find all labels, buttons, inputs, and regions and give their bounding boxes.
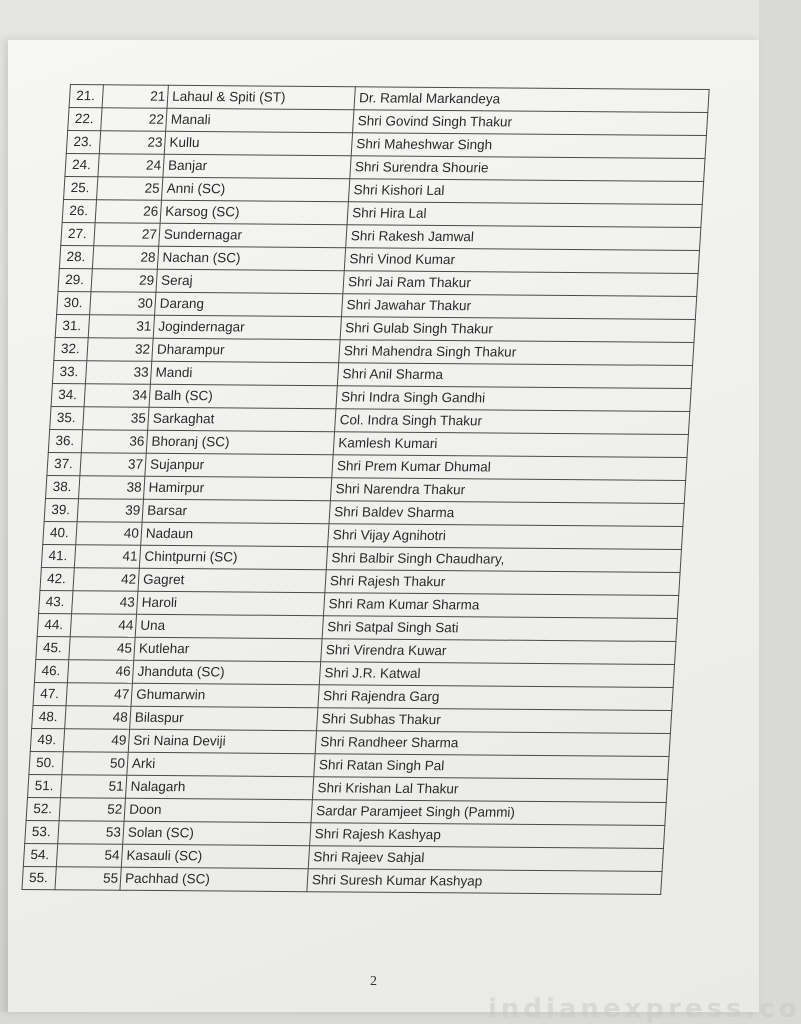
constituency-number-cell: 26 (95, 200, 161, 224)
candidate-name-cell: Shri J.R. Katwal (319, 662, 674, 688)
serial-number-cell: 54. (23, 843, 57, 866)
constituency-number-cell: 30 (90, 292, 156, 316)
candidate-name-cell: Shri Vijay Agnihotri (328, 524, 683, 550)
serial-number-cell: 44. (37, 613, 71, 636)
constituency-number-cell: 37 (80, 453, 146, 477)
candidate-name-cell: Shri Vinod Kumar (344, 248, 699, 274)
constituency-name-cell: Banjar (163, 154, 351, 178)
candidate-name-cell: Shri Subhas Thakur (317, 708, 672, 734)
candidate-name-cell: Shri Satpal Singh Sati (322, 616, 677, 642)
serial-number-cell: 21. (69, 85, 103, 108)
constituency-number-cell: 34 (84, 384, 150, 408)
constituency-name-cell: Lahaul & Spiti (ST) (167, 85, 355, 109)
candidate-name-cell: Shri Hira Lal (347, 202, 702, 228)
serial-number-cell: 52. (26, 797, 60, 820)
constituency-number-cell: 22 (101, 108, 167, 132)
serial-number-cell: 45. (36, 636, 70, 659)
serial-number-cell: 53. (25, 820, 59, 843)
candidate-name-cell: Shri Jawahar Thakur (341, 294, 696, 320)
candidate-name-cell: Shri Randheer Sharma (315, 731, 670, 757)
candidate-name-cell: Shri Balbir Singh Chaudhary, (326, 547, 681, 573)
constituency-name-cell: Sundernagar (159, 223, 347, 247)
candidate-name-cell: Shri Surendra Shourie (350, 156, 705, 182)
constituency-name-cell: Ghumarwin (131, 683, 319, 707)
serial-number-cell: 25. (64, 177, 98, 200)
constituency-name-cell: Darang (155, 292, 343, 316)
constituency-number-cell: 32 (87, 338, 153, 362)
constituency-number-cell: 44 (70, 614, 136, 638)
table-row (22, 866, 662, 894)
serial-number-cell: 51. (28, 774, 62, 797)
constituency-number-cell: 24 (98, 154, 164, 178)
constituency-name-cell: Balh (SC) (149, 384, 337, 408)
serial-number-cell: 34. (51, 383, 85, 406)
constituency-number-cell: 46 (67, 660, 133, 684)
constituency-number-cell: 52 (59, 798, 125, 822)
serial-number-cell: 23. (66, 131, 100, 154)
constituency-number-cell: 42 (73, 568, 139, 592)
constituency-name-cell: Chintpurni (SC) (139, 545, 327, 569)
candidate-name-cell: Col. Indra Singh Thakur (335, 409, 690, 435)
constituency-number-cell: 54 (56, 844, 122, 868)
constituency-number-cell: 49 (63, 729, 129, 753)
serial-number-cell: 50. (29, 751, 63, 774)
constituency-name-cell: Solan (SC) (123, 821, 311, 845)
constituency-name-cell: Jogindernagar (153, 315, 341, 339)
constituency-name-cell: Sri Naina Deviji (128, 729, 316, 753)
constituency-number-cell: 33 (85, 361, 151, 385)
constituency-name-cell: Hamirpur (143, 476, 331, 500)
candidate-name-cell: Shri Rajesh Kashyap (310, 823, 665, 849)
constituency-number-cell: 41 (74, 545, 140, 569)
constituency-number-cell: 48 (65, 706, 131, 730)
constituency-name-cell: Seraj (156, 269, 344, 293)
serial-number-cell: 22. (68, 108, 102, 131)
serial-number-cell: 46. (34, 659, 68, 682)
candidate-name-cell: Shri Mahendra Singh Thakur (339, 340, 694, 366)
candidate-name-cell: Sardar Paramjeet Singh (Pammi) (311, 800, 666, 826)
serial-number-cell: 39. (44, 498, 78, 521)
constituency-name-cell: Manali (166, 108, 354, 132)
constituency-number-cell: 51 (60, 775, 126, 799)
constituency-name-cell: Una (135, 614, 323, 638)
candidate-name-cell: Shri Rajeev Sahjal (308, 846, 663, 872)
constituency-name-cell: Bhoranj (SC) (146, 430, 334, 454)
constituency-number-cell: 35 (83, 407, 149, 431)
candidate-name-cell: Kamlesh Kumari (333, 432, 688, 458)
candidate-name-cell: Shri Rajesh Thakur (325, 570, 680, 596)
constituency-name-cell: Bilaspur (130, 706, 318, 730)
constituency-name-cell: Sujanpur (145, 453, 333, 477)
candidate-name-cell: Shri Kishori Lal (348, 179, 703, 205)
constituency-number-cell: 45 (69, 637, 135, 661)
constituency-number-cell: 31 (88, 315, 154, 339)
candidate-name-cell: Shri Virendra Kuwar (321, 639, 676, 665)
constituency-name-cell: Doon (124, 798, 312, 822)
constituency-name-cell: Haroli (137, 591, 325, 615)
serial-number-cell: 28. (59, 245, 93, 268)
candidate-name-cell: Shri Govind Singh Thakur (353, 110, 708, 136)
constituency-name-cell: Nalagarh (125, 775, 313, 799)
constituency-name-cell: Karsog (SC) (160, 200, 348, 224)
constituency-name-cell: Nadaun (141, 522, 329, 546)
serial-number-cell: 49. (30, 728, 64, 751)
candidate-name-cell: Shri Narendra Thakur (330, 478, 685, 504)
candidate-name-cell: Shri Krishan Lal Thakur (312, 777, 667, 803)
serial-number-cell: 26. (62, 200, 96, 223)
constituency-name-cell: Arki (127, 752, 315, 776)
candidate-name-cell: Shri Maheshwar Singh (351, 133, 706, 159)
candidate-table-body (22, 85, 709, 895)
constituency-number-cell: 36 (81, 430, 147, 454)
constituency-number-cell: 39 (77, 499, 143, 523)
constituency-number-cell: 23 (99, 131, 165, 155)
constituency-number-cell: 28 (92, 246, 158, 270)
serial-number-cell: 24. (65, 154, 99, 177)
constituency-number-cell: 55 (55, 867, 121, 891)
constituency-number-cell: 29 (91, 269, 157, 293)
constituency-name-cell: Dharampur (152, 338, 340, 362)
candidate-name-cell: Shri Gulab Singh Thakur (340, 317, 695, 343)
candidate-name-cell: Shri Ratan Singh Pal (314, 754, 669, 780)
serial-number-cell: 43. (39, 590, 73, 613)
serial-number-cell: 30. (57, 291, 91, 314)
serial-number-cell: 47. (33, 682, 67, 705)
constituency-name-cell: Kutlehar (134, 637, 322, 661)
constituency-name-cell: Mandi (150, 361, 338, 385)
constituency-number-cell: 40 (76, 522, 142, 546)
candidate-name-cell: Shri Anil Sharma (337, 363, 692, 389)
serial-number-cell: 32. (54, 337, 88, 360)
candidate-name-cell: Shri Rajendra Garg (318, 685, 673, 711)
constituency-name-cell: Anni (SC) (161, 177, 349, 201)
candidate-table-container (21, 84, 709, 895)
constituency-number-cell: 43 (72, 591, 138, 615)
serial-number-cell: 27. (61, 222, 95, 245)
constituency-number-cell: 27 (94, 223, 160, 247)
serial-number-cell: 36. (48, 429, 82, 452)
constituency-number-cell: 47 (66, 683, 132, 707)
constituency-number-cell: 50 (62, 752, 128, 776)
serial-number-cell: 29. (58, 268, 92, 291)
constituency-name-cell: Nachan (SC) (157, 246, 345, 270)
constituency-name-cell: Gagret (138, 568, 326, 592)
constituency-name-cell: Barsar (142, 499, 330, 523)
candidate-name-cell: Shri Ram Kumar Sharma (323, 593, 678, 619)
candidate-name-cell: Shri Prem Kumar Dhumal (332, 455, 687, 481)
serial-number-cell: 41. (41, 544, 75, 567)
constituency-name-cell: Sarkaghat (148, 407, 336, 431)
candidate-name-cell: Shri Suresh Kumar Kashyap (307, 869, 662, 895)
constituency-number-cell: 38 (79, 476, 145, 500)
candidate-name-cell: Dr. Ramlal Markandeya (354, 87, 709, 113)
serial-number-cell: 42. (40, 567, 74, 590)
constituency-number-cell: 53 (58, 821, 124, 845)
candidate-name-cell: Shri Jai Ram Thakur (343, 271, 698, 297)
constituency-number-cell: 21 (102, 85, 168, 109)
serial-number-cell: 40. (43, 521, 77, 544)
serial-number-cell: 37. (47, 452, 81, 475)
serial-number-cell: 55. (22, 866, 56, 889)
serial-number-cell: 48. (32, 705, 66, 728)
candidate-name-cell: Shri Rakesh Jamwal (346, 225, 701, 251)
constituency-name-cell: Jhanduta (SC) (132, 660, 320, 684)
page-number: 2 (370, 974, 377, 989)
constituency-name-cell: Kasauli (SC) (121, 844, 309, 868)
candidate-name-cell: Shri Indra Singh Gandhi (336, 386, 691, 412)
serial-number-cell: 33. (52, 360, 86, 383)
watermark-text: indianexpress.co (488, 994, 801, 1024)
candidate-table (21, 84, 709, 895)
constituency-name-cell: Kullu (164, 131, 352, 155)
serial-number-cell: 35. (50, 406, 84, 429)
serial-number-cell: 38. (46, 475, 80, 498)
constituency-name-cell: Pachhad (SC) (120, 867, 308, 891)
constituency-number-cell: 25 (97, 177, 163, 201)
candidate-name-cell: Shri Baldev Sharma (329, 501, 684, 527)
serial-number-cell: 31. (55, 314, 89, 337)
